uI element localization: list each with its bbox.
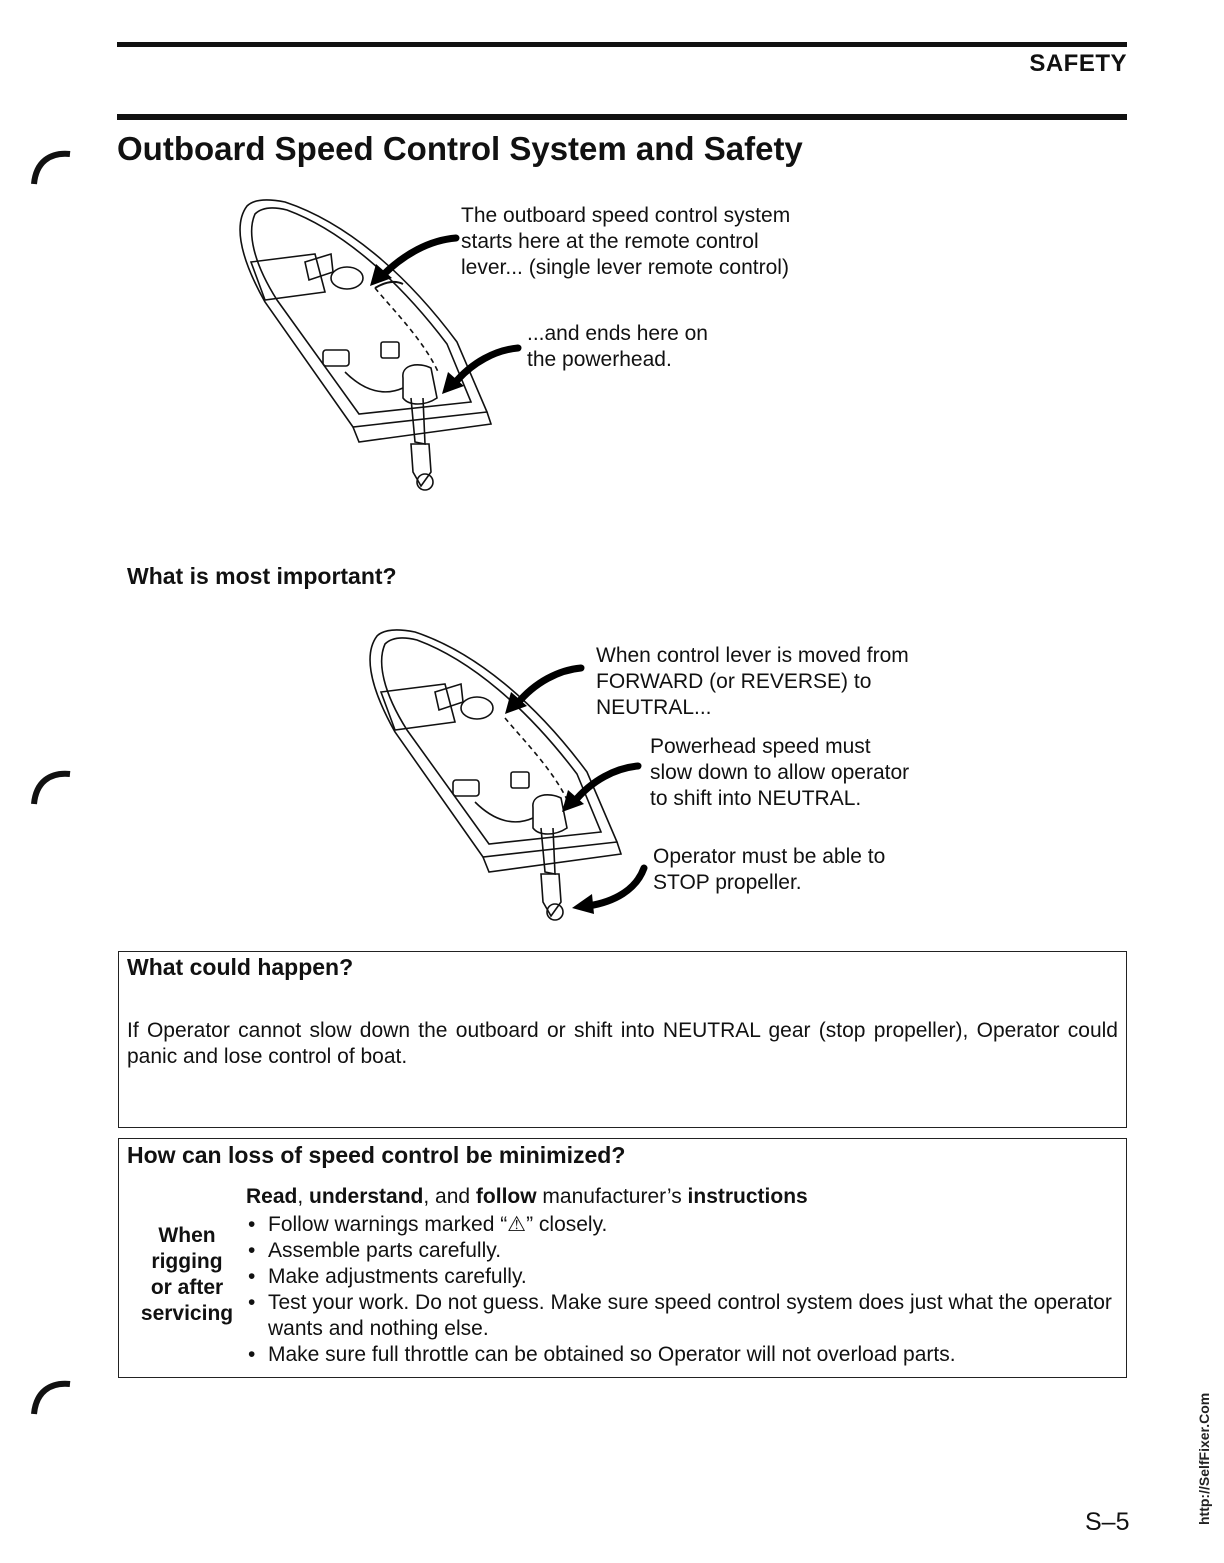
callout-speed-control-start: The outboard speed control system starts here at the remote control lever... (single lever remote control) — [461, 204, 791, 279]
happen-title: What could happen? — [127, 954, 354, 980]
page-number: S–5 — [1085, 1508, 1130, 1536]
arrow-to-powerhead — [552, 758, 642, 818]
callout-powerhead-speed: Powerhead speed must slow down to allow operator to shift into NEUTRAL. — [650, 735, 910, 810]
list-item: • Assemble parts carefully. — [246, 1238, 1116, 1264]
minimize-title: How can loss of speed control be minimized? — [127, 1142, 626, 1168]
binder-hole-mark — [28, 760, 78, 810]
what-could-happen-box — [118, 951, 1127, 1128]
binder-hole-mark — [28, 140, 78, 190]
callout-control-lever: When control lever is moved from FORWARD (or REVERSE) to NEUTRAL... — [596, 644, 909, 719]
section-label: SAFETY — [1029, 50, 1127, 77]
arrow-to-powerhead — [432, 340, 522, 400]
minimize-box — [118, 1138, 1127, 1378]
instructions-heading: Read, understand, and follow manufacturer’s instructions — [246, 1185, 808, 1208]
arrow-to-propeller — [566, 862, 652, 922]
happen-body: If Operator cannot slow down the outboard or shift into NEUTRAL gear (stop propeller), Operator could panic and lose control of boat. — [127, 1019, 1118, 1068]
rigging-servicing-label: When rigging or after servicing — [140, 1224, 234, 1325]
list-item: • Test your work. Do not guess. Make sure speed control system does just what the operator wants and nothing else. — [246, 1290, 1116, 1342]
arrow-to-lever — [360, 230, 460, 290]
page-title: Outboard Speed Control System and Safety — [117, 130, 803, 167]
important-heading: What is most important? — [127, 563, 397, 589]
list-item: • Make sure full throttle can be obtained so Operator will not overload parts. — [246, 1342, 1116, 1368]
arrow-to-lever — [495, 660, 585, 720]
list-item: • Follow warnings marked “⚠” closely. — [246, 1212, 1116, 1238]
binder-hole-mark — [28, 1370, 78, 1420]
instruction-list — [246, 1212, 1116, 1368]
callout-powerhead-end: ...and ends here on the powerhead. — [527, 322, 708, 371]
header-rule-top — [117, 42, 1127, 47]
watermark: http://SelfFixer.Com — [1196, 1392, 1212, 1525]
list-item: • Make adjustments carefully. — [246, 1264, 1116, 1290]
header-rule-bottom — [117, 114, 1127, 120]
callout-stop-propeller: Operator must be able to STOP propeller. — [653, 845, 886, 894]
